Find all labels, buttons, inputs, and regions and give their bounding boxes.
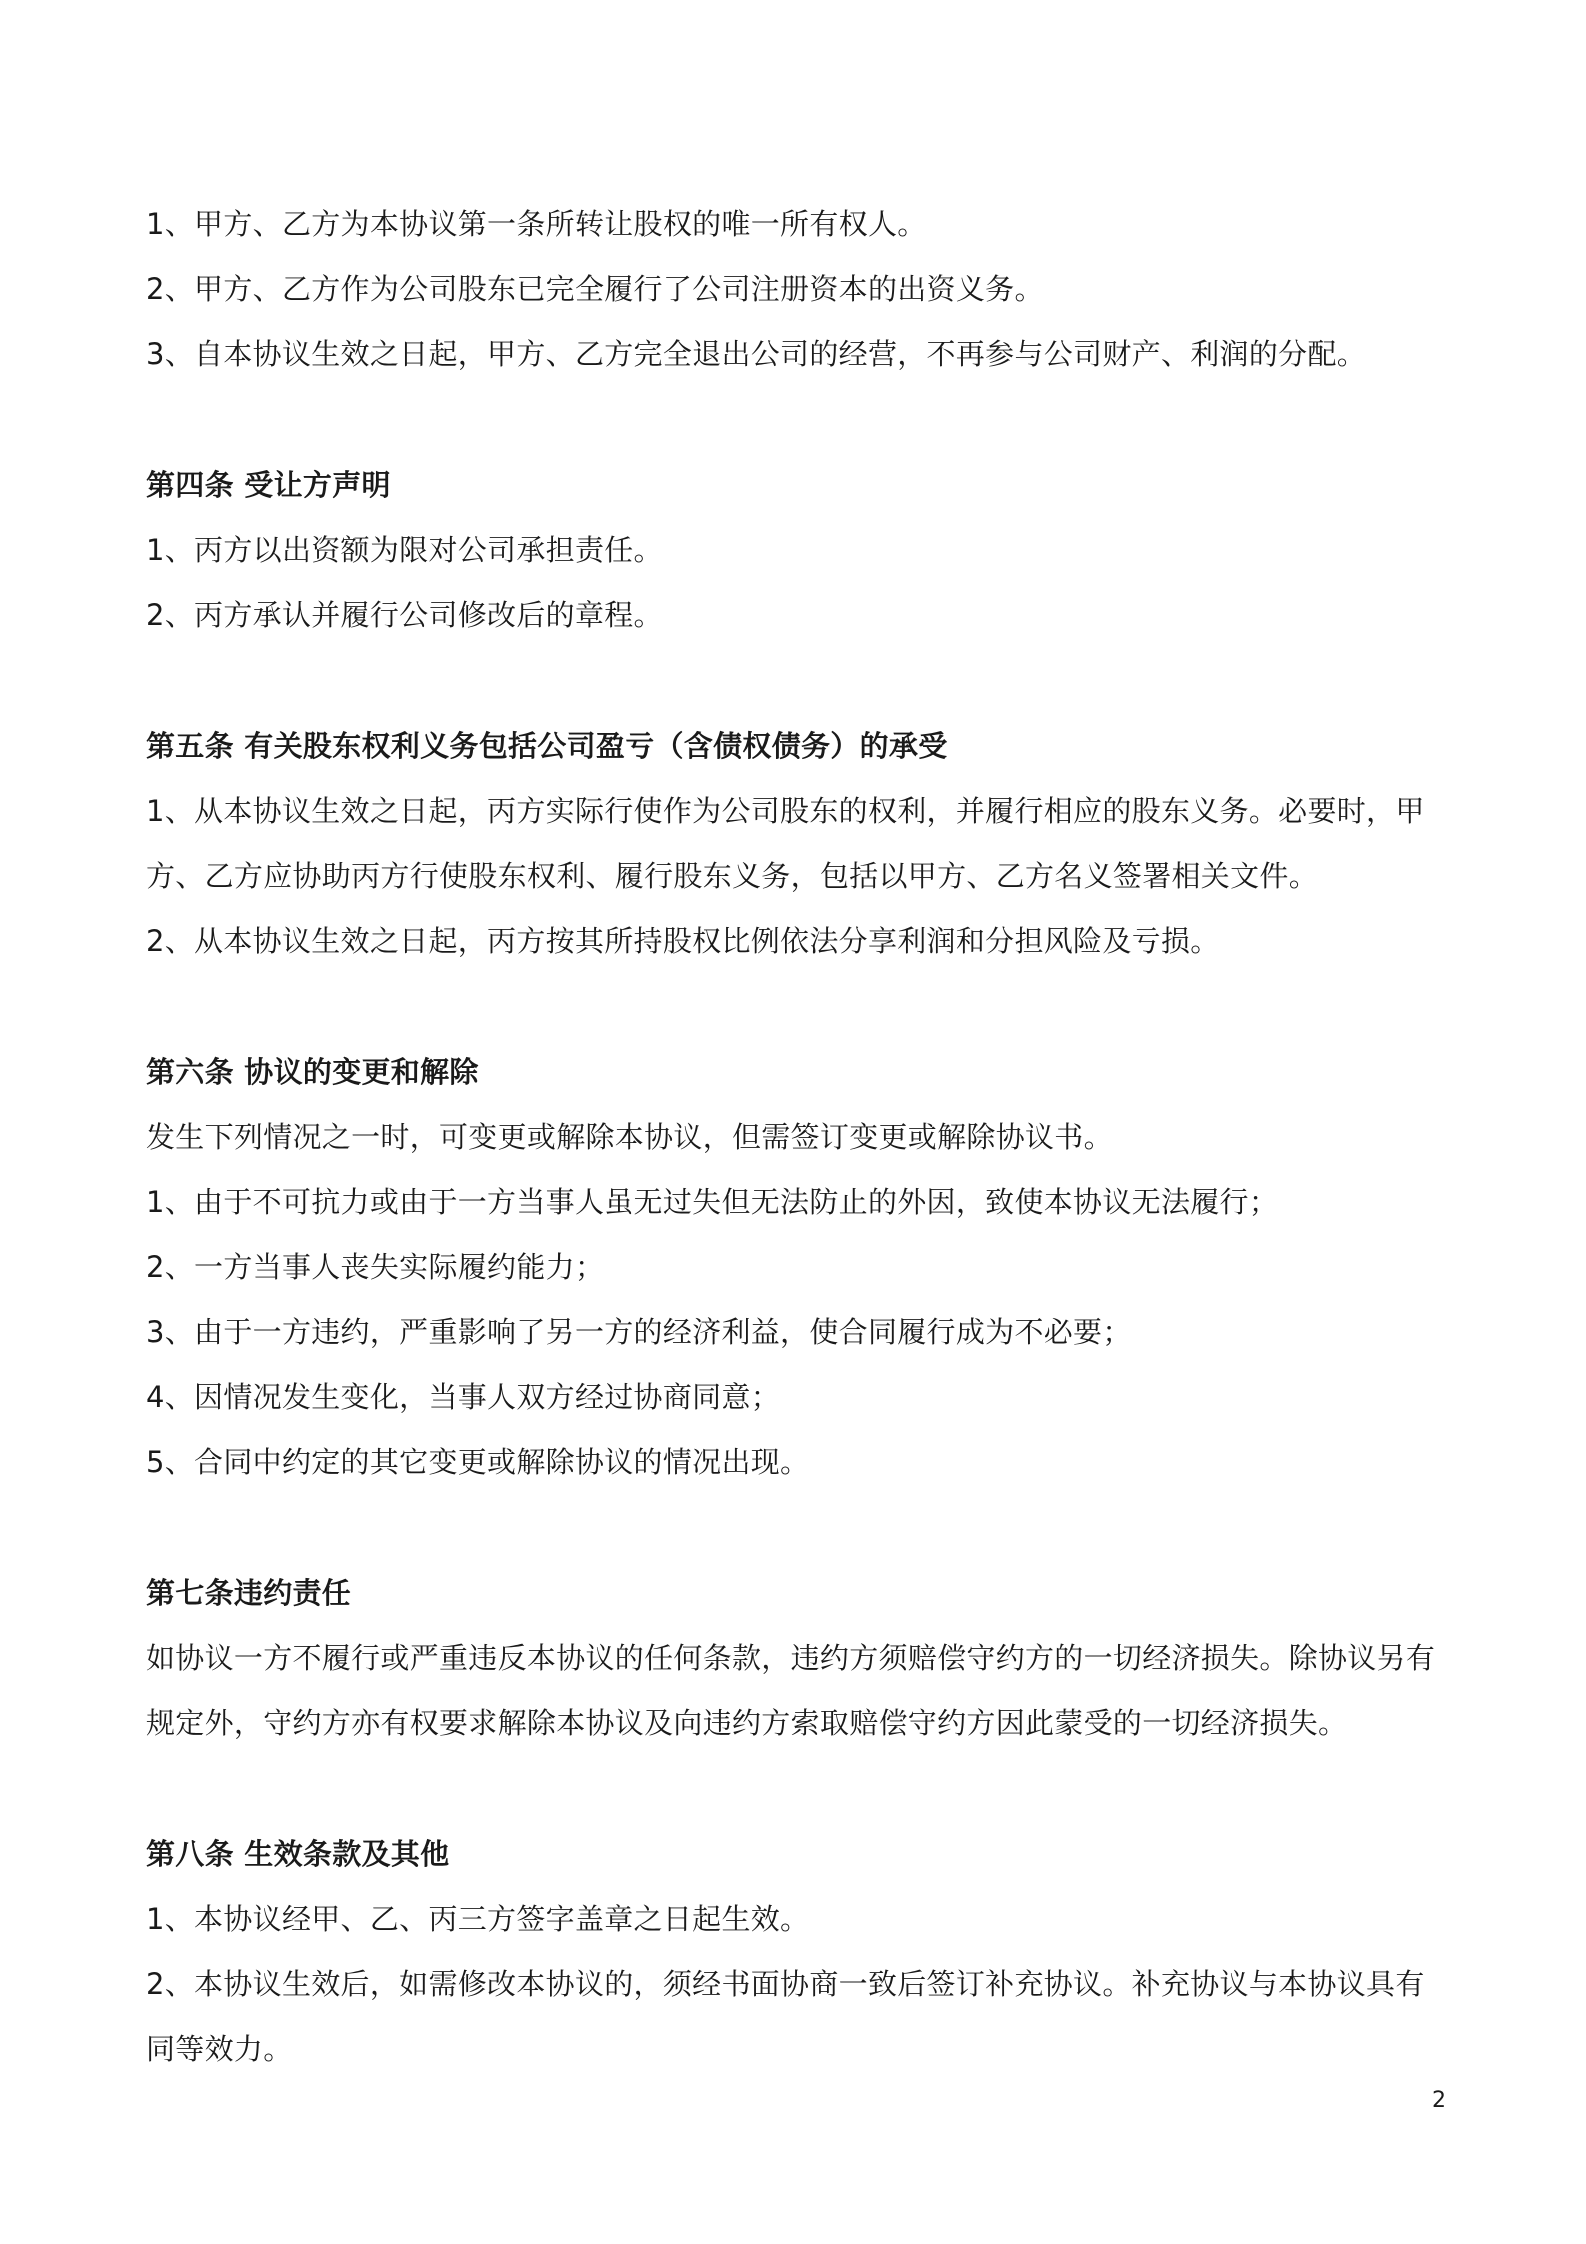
paragraph: 发生下列情况之一时，可变更或解除本协议，但需签订变更或解除协议书。 xyxy=(146,1120,1113,1154)
section-heading: 第六条 协议的变更和解除 xyxy=(146,1055,479,1089)
section-3 xyxy=(146,714,1446,974)
paragraph: 1、甲方、乙方为本协议第一条所转让股权的唯一所有权人。 xyxy=(146,207,927,241)
section-6 xyxy=(146,1822,1446,2082)
paragraph: 1、由于不可抗力或由于一方当事人虽无过失但无法防止的外因，致使本协议无法履行； xyxy=(146,1185,1279,1219)
paragraph: 1、从本协议生效之日起，丙方实际行使作为公司股东的权利，并履行相应的股东义务。必要时，甲方、乙方应协助丙方行使股东权利、履行股东义务，包括以甲方、乙方名义签署相关文件。 xyxy=(146,794,1425,893)
paragraph: 2、一方当事人丧失实际履约能力； xyxy=(146,1250,605,1284)
paragraph: 3、自本协议生效之日起，甲方、乙方完全退出公司的经营，不再参与公司财产、利润的分配。 xyxy=(146,337,1367,371)
paragraph: 2、从本协议生效之日起，丙方按其所持股权比例依法分享利润和分担风险及亏损。 xyxy=(146,924,1220,958)
section-heading: 第八条 生效条款及其他 xyxy=(146,1837,450,1871)
paragraph: 3、由于一方违约，严重影响了另一方的经济利益，使合同履行成为不必要； xyxy=(146,1315,1132,1349)
paragraph: 2、本协议生效后，如需修改本协议的，须经书面协商一致后签订补充协议。补充协议与本协议具有同等效力。 xyxy=(146,1967,1425,2066)
paragraph: 4、因情况发生变化，当事人双方经过协商同意； xyxy=(146,1380,781,1414)
paragraph: 如协议一方不履行或严重违反本协议的任何条款，违约方须赔偿守约方的一切经济损失。除协议另有规定外，守约方亦有权要求解除本协议及向违约方索取赔偿守约方因此蒙受的一切经济损失。 xyxy=(146,1641,1436,1740)
section-heading: 第七条违约责任 xyxy=(146,1576,352,1610)
section-4 xyxy=(146,1040,1446,1495)
paragraph: 2、丙方承认并履行公司修改后的章程。 xyxy=(146,598,663,632)
section-2 xyxy=(146,453,1446,648)
paragraph: 1、丙方以出资额为限对公司承担责任。 xyxy=(146,533,663,567)
document-body xyxy=(146,192,1446,2082)
page-number: 2 xyxy=(1432,2088,1446,2113)
section-heading: 第五条 有关股东权利义务包括公司盈亏（含债权债务）的承受 xyxy=(146,729,948,763)
section-5 xyxy=(146,1561,1446,1756)
paragraph: 1、本协议经甲、乙、丙三方签字盖章之日起生效。 xyxy=(146,1902,810,1936)
paragraph: 5、合同中约定的其它变更或解除协议的情况出现。 xyxy=(146,1445,810,1479)
section-1 xyxy=(146,192,1446,387)
section-heading: 第四条 受让方声明 xyxy=(146,468,391,502)
paragraph: 2、甲方、乙方作为公司股东已完全履行了公司注册资本的出资义务。 xyxy=(146,272,1044,306)
